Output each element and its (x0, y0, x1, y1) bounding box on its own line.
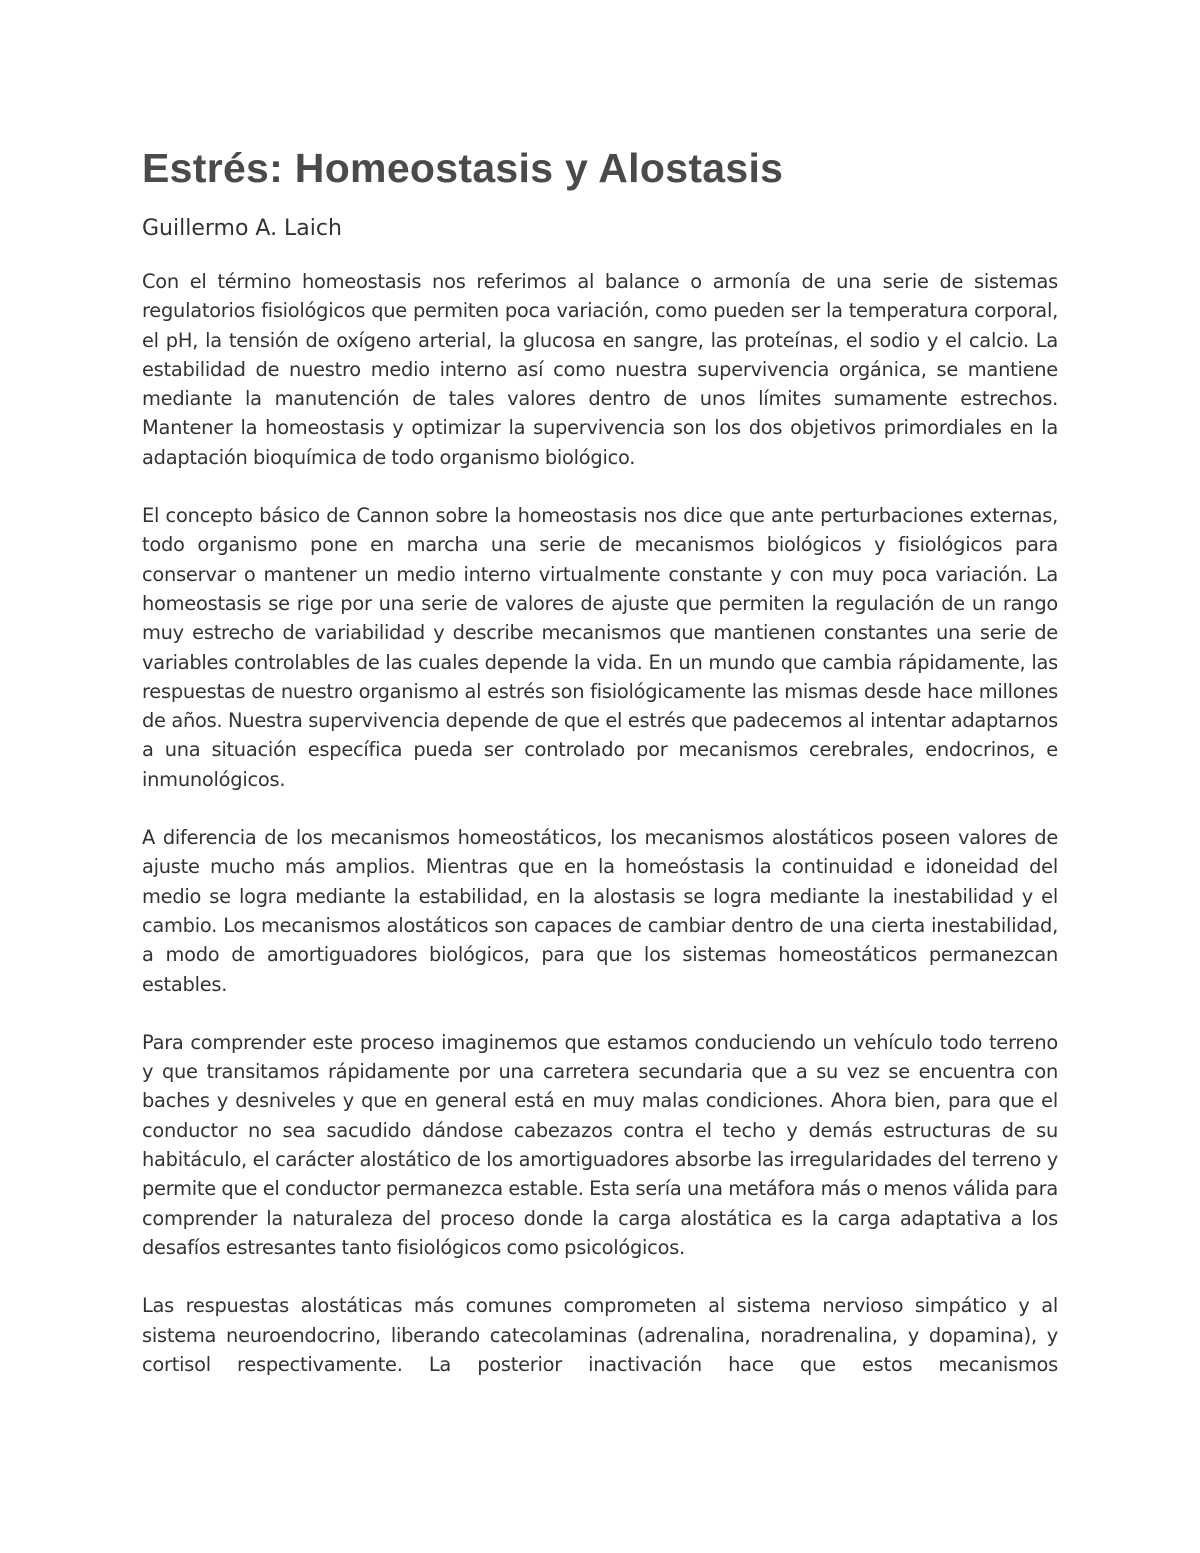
paragraph-allostatic-responses: Las respuestas alostáticas más comunes comprometen al sistema nervioso simpático y al sistema neuroendocrino, liberando catecolaminas (adrenalina, noradrenalina, y dopamina), y cortisol respectivamente. La posterior inactivación hace que estos mecanismos (142, 1294, 1058, 1376)
paragraph-vehicle-metaphor: Para comprender este proceso imaginemos que estamos conduciendo un vehículo todo terreno y que transitamos rápidamente por una carretera secundaria que a su vez se encuentra con baches y desniveles y que en general está en muy malas condiciones. Ahora bien, para que el conductor no sea sacudido dándose cabezazos contra el techo y demás estructuras de su habitáculo, el carácter alostático de los amortiguadores absorbe las irregularidades del terreno y permite que el conductor permanezca estable. Esta sería una metáfora más o menos válida para comprender la naturaleza del proceso donde la carga alostática es la carga adaptativa a los desafíos estresantes tanto fisiológicos como psicológicos. (142, 1030, 1058, 1259)
paragraph-allostatic-mechanisms: A diferencia de los mecanismos homeostáticos, los mecanismos alostáticos poseen valores de ajuste mucho más amplios. Mientras que en la homeóstasis la continuidad e idoneidad del medio se logra mediante la estabilidad, en la alostasis se logra mediante la inestabilidad y el cambio. Los mecanismos alostáticos son capaces de cambiar dentro de una cierta inestabilidad, a modo de amortiguadores biológicos, para que los sistemas homeostáticos permanezcan estables. (142, 826, 1058, 996)
paragraph-cannon-concept: El concepto básico de Cannon sobre la homeostasis nos dice que ante perturbaciones externas, todo organismo pone en marcha una serie de mecanismos biológicos y fisiológicos para conservar o mantener un medio interno virtualmente constante y con muy poca variación. La homeostasis se rige por una serie de valores de ajuste que permiten la regulación de un rango muy estrecho de variabilidad y describe mecanismos que mantienen constantes una serie de variables controlables de las cuales depende la vida. En un mundo que cambia rápidamente, las respuestas de nuestro organismo al estrés son fisiológicamente las mismas desde hace millones de años. Nuestra supervivencia depende de que el estrés que padecemos al intentar adaptarnos a una situación específica pueda ser controlado por mecanismos cerebrales, endocrinos, e inmunológicos. (142, 504, 1058, 791)
document-body (142, 267, 1058, 1379)
document-content (142, 143, 1058, 1408)
document-title: Estrés: Homeostasis y Alostasis (142, 145, 784, 191)
document-author: Guillermo A. Laich (142, 216, 342, 241)
paragraph-homeostasis-definition: Con el término homeostasis nos referimos al balance o armonía de una serie de sistemas regulatorios fisiológicos que permiten poca variación, como pueden ser la temperatura corporal, el pH, la tensión de oxígeno arterial, la glucosa en sangre, las proteínas, el sodio y el calcio. La estabilidad de nuestro medio interno así como nuestra supervivencia orgánica, se mantiene mediante la manutención de tales valores dentro de unos límites sumamente estrechos. Mantener la homeostasis y optimizar la supervivencia son los dos objetivos primordiales en la adaptación bioquímica de todo organismo biológico. (142, 270, 1058, 469)
